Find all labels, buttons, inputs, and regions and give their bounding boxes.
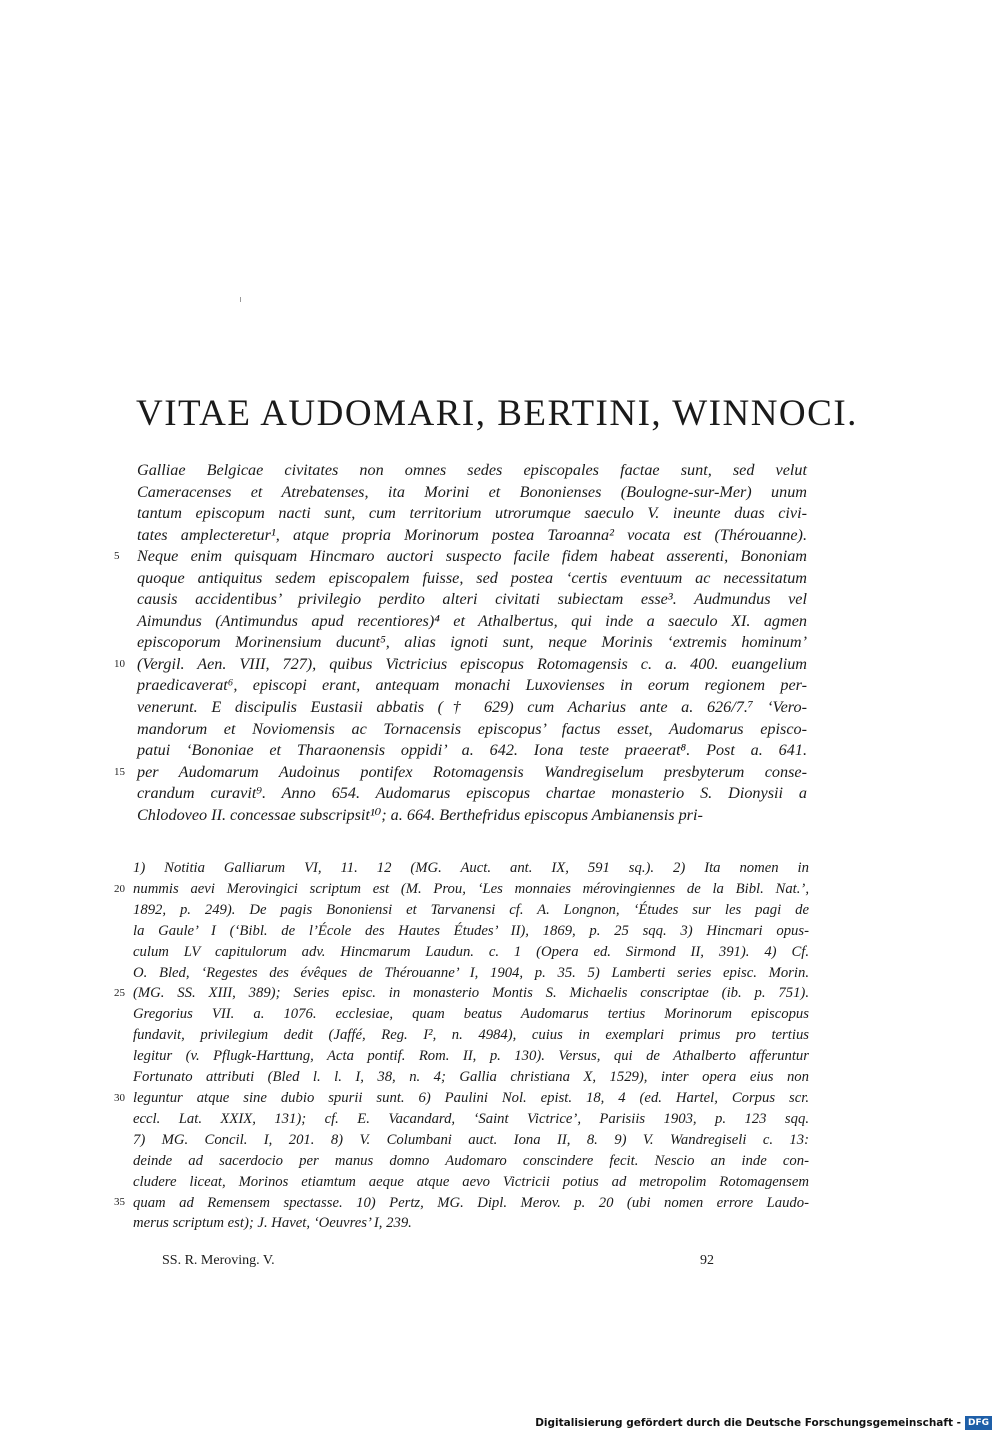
footnote-line: culum LV capitulorum adv. Hincmarum Laudun. c. 1 (Opera ed. Sirmond II, 391). 4) Cf. [133, 943, 809, 960]
margin-mark [240, 297, 241, 302]
signature-mark: SS. R. Meroving. V. [162, 1253, 275, 1268]
line-number: 30 [114, 1091, 125, 1104]
text-line: venerunt. E discipulis Eustasii abbatis († 629) cum Acharius ante a. 626/7.⁷ ‘Vero- [137, 698, 807, 717]
footnote-line: deinde ad sacerdocio per manus domno Audomaro conscindere fecit. Nescio an inde con- [133, 1152, 809, 1169]
funding-banner-text: Digitalisierung gefördert durch die Deutsche Forschungsgemeinschaft - [535, 1417, 961, 1429]
footnote-line: Fortunato attributi (Bled l. l. I, 38, n. 4; Gallia christiana X, 1529), inter opera eius non [133, 1069, 809, 1086]
text-line: Neque enim quisquam Hincmaro auctori suspecto facile fidem habeat asserenti, Bononiam [137, 547, 807, 566]
footnotes-block [133, 858, 809, 1234]
footnote-line: eccl. Lat. XXIX, 131); cf. E. Vacandard, ‘Saint Victrice’, Parisiis 1903, p. 123 sqq. [133, 1110, 809, 1127]
footnote-line: merus scriptum est); J. Havet, ‘Oeuvres’ I, 239. [133, 1215, 412, 1232]
footnote-line: 1) Notitia Galliarum VI, 11. 12 (MG. Auct. ant. IX, 591 sq.). 2) Ita nomen in [133, 860, 809, 876]
footnote-line: 7) MG. Concil. I, 201. 8) V. Columbani auct. Iona II, 8. 9) V. Wandregiseli c. 13: [133, 1131, 809, 1148]
text-line: crandum curavit⁹. Anno 654. Audomarus episcopus chartae monasterio S. Dionysii a [137, 784, 807, 803]
footnote-line: (MG. SS. XIII, 389); Series episc. in monasterio Montis S. Michaelis conscriptae (ib. p. 751). [133, 985, 809, 1002]
line-number: 25 [114, 987, 125, 1000]
line-number: 20 [114, 882, 125, 895]
text-line: (Vergil. Aen. VIII, 727), quibus Victricius episcopus Rotomagensis c. a. 400. euangelium [137, 654, 807, 673]
text-line: causis accidentibus’ privilegio perdito alteri civitati subiectam esse³. Audmundus vel [137, 590, 807, 609]
footnote-line: quam ad Remensem spectasse. 10) Pertz, MG. Dipl. Merov. p. 20 (ubi nomen errore Laudo- [133, 1194, 809, 1211]
footnote-line: legitur (v. Pflugk-Harttung, Acta pontif. Rom. II, p. 130). Versus, qui de Athalberto afferuntur [133, 1048, 809, 1065]
dfg-logo: DFG [965, 1416, 992, 1430]
footnote-line: fundavit, privilegium dedit (Jaffé, Reg. I², n. 4984), cuius in exemplari primus pro tertius [133, 1027, 809, 1044]
text-line: patui ‘Bononiae et Tharaonensis oppidi’ a. 642. Iona teste praeerat⁸. Post a. 641. [137, 741, 807, 760]
text-line: praedicaverat⁶, episcopi erant, antequam monachi Luxovienses in eorum regionem per- [137, 676, 807, 695]
line-number: 15 [114, 765, 125, 778]
footnote-line: Gregorius VII. a. 1076. ecclesiae, quam beatus Audomarus tertius Morinorum episcopus [133, 1006, 809, 1023]
line-number: 5 [114, 550, 120, 563]
footnote-line: 1892, p. 249). De pagis Bononiensi et Tarvanensi cf. A. Longnon, ‘Études sur les pagi de [133, 901, 809, 918]
text-line: tantum episcopum nacti sunt, cum territorium utrorumque saeculo V. ineunte duas civi- [137, 504, 807, 523]
text-line: Galliae Belgicae civitates non omnes sedes episcopales factae sunt, sed velut [137, 461, 807, 479]
text-line: per Audomarum Audoinus pontifex Rotomagensis Wandregiselum presbyterum conse- [137, 762, 807, 781]
main-text-block [137, 460, 807, 826]
line-number: 35 [114, 1196, 125, 1209]
footnote-line: cludere liceat, Morinos etiamtum aeque atque aevo Victricii potius ad metropolim Rotomagensem [133, 1173, 809, 1190]
page-title: VITAE AUDOMARI, BERTINI, WINNOCI. [136, 393, 858, 434]
text-line: Aimundus (Antimundus apud recentiores)⁴ et Athalbertus, qui inde a saeculo XI. agmen [137, 611, 807, 630]
footnote-line: O. Bled, ‘Regestes des évêques de Thérouanne’ I, 1904, p. 35. 5) Lamberti series episc. Morin. [133, 964, 809, 981]
text-line: Cameracenses et Atrebatenses, ita Morini et Bononienses (Boulogne-sur-Mer) unum [137, 482, 807, 501]
footnote-line: leguntur atque sine dubio spurii sunt. 6) Paulini Nol. epist. 18, 4 (ed. Hartel, Corpus scr. [133, 1089, 809, 1106]
line-number: 10 [114, 657, 125, 670]
text-line: Chlodoveo II. concessae subscripsit¹⁰; a. 664. Berthefridus episcopus Ambianensis pri- [137, 805, 703, 824]
page-number: 92 [700, 1253, 714, 1268]
text-line: episcoporum Morinensium ducunt⁵, alias ignoti sunt, neque Morinis ‘extremis hominum’ [137, 633, 807, 652]
text-line: quoque antiquitus sedem episcopalem fuisse, sed postea ‘certis eventuum ac necessitatum [137, 568, 807, 587]
text-line: tates amplecteretur¹, atque propria Morinorum postea Taroanna² vocata est (Thérouanne). [137, 525, 807, 544]
text-line: mandorum et Noviomensis ac Tornacensis episcopus’ factus esset, Audomarus episco- [137, 719, 807, 738]
footnote-line: nummis aevi Merovingici scriptum est (M. Prou, ‘Les monnaies mérovingiennes de la Bibl. Nat.’, [133, 880, 809, 897]
footnote-line: la Gaule’ I (‘Bibl. de l’École des Hautes Études’ II), 1869, p. 25 sqq. 3) Hincmari opus- [133, 922, 809, 939]
funding-banner [535, 1415, 992, 1431]
